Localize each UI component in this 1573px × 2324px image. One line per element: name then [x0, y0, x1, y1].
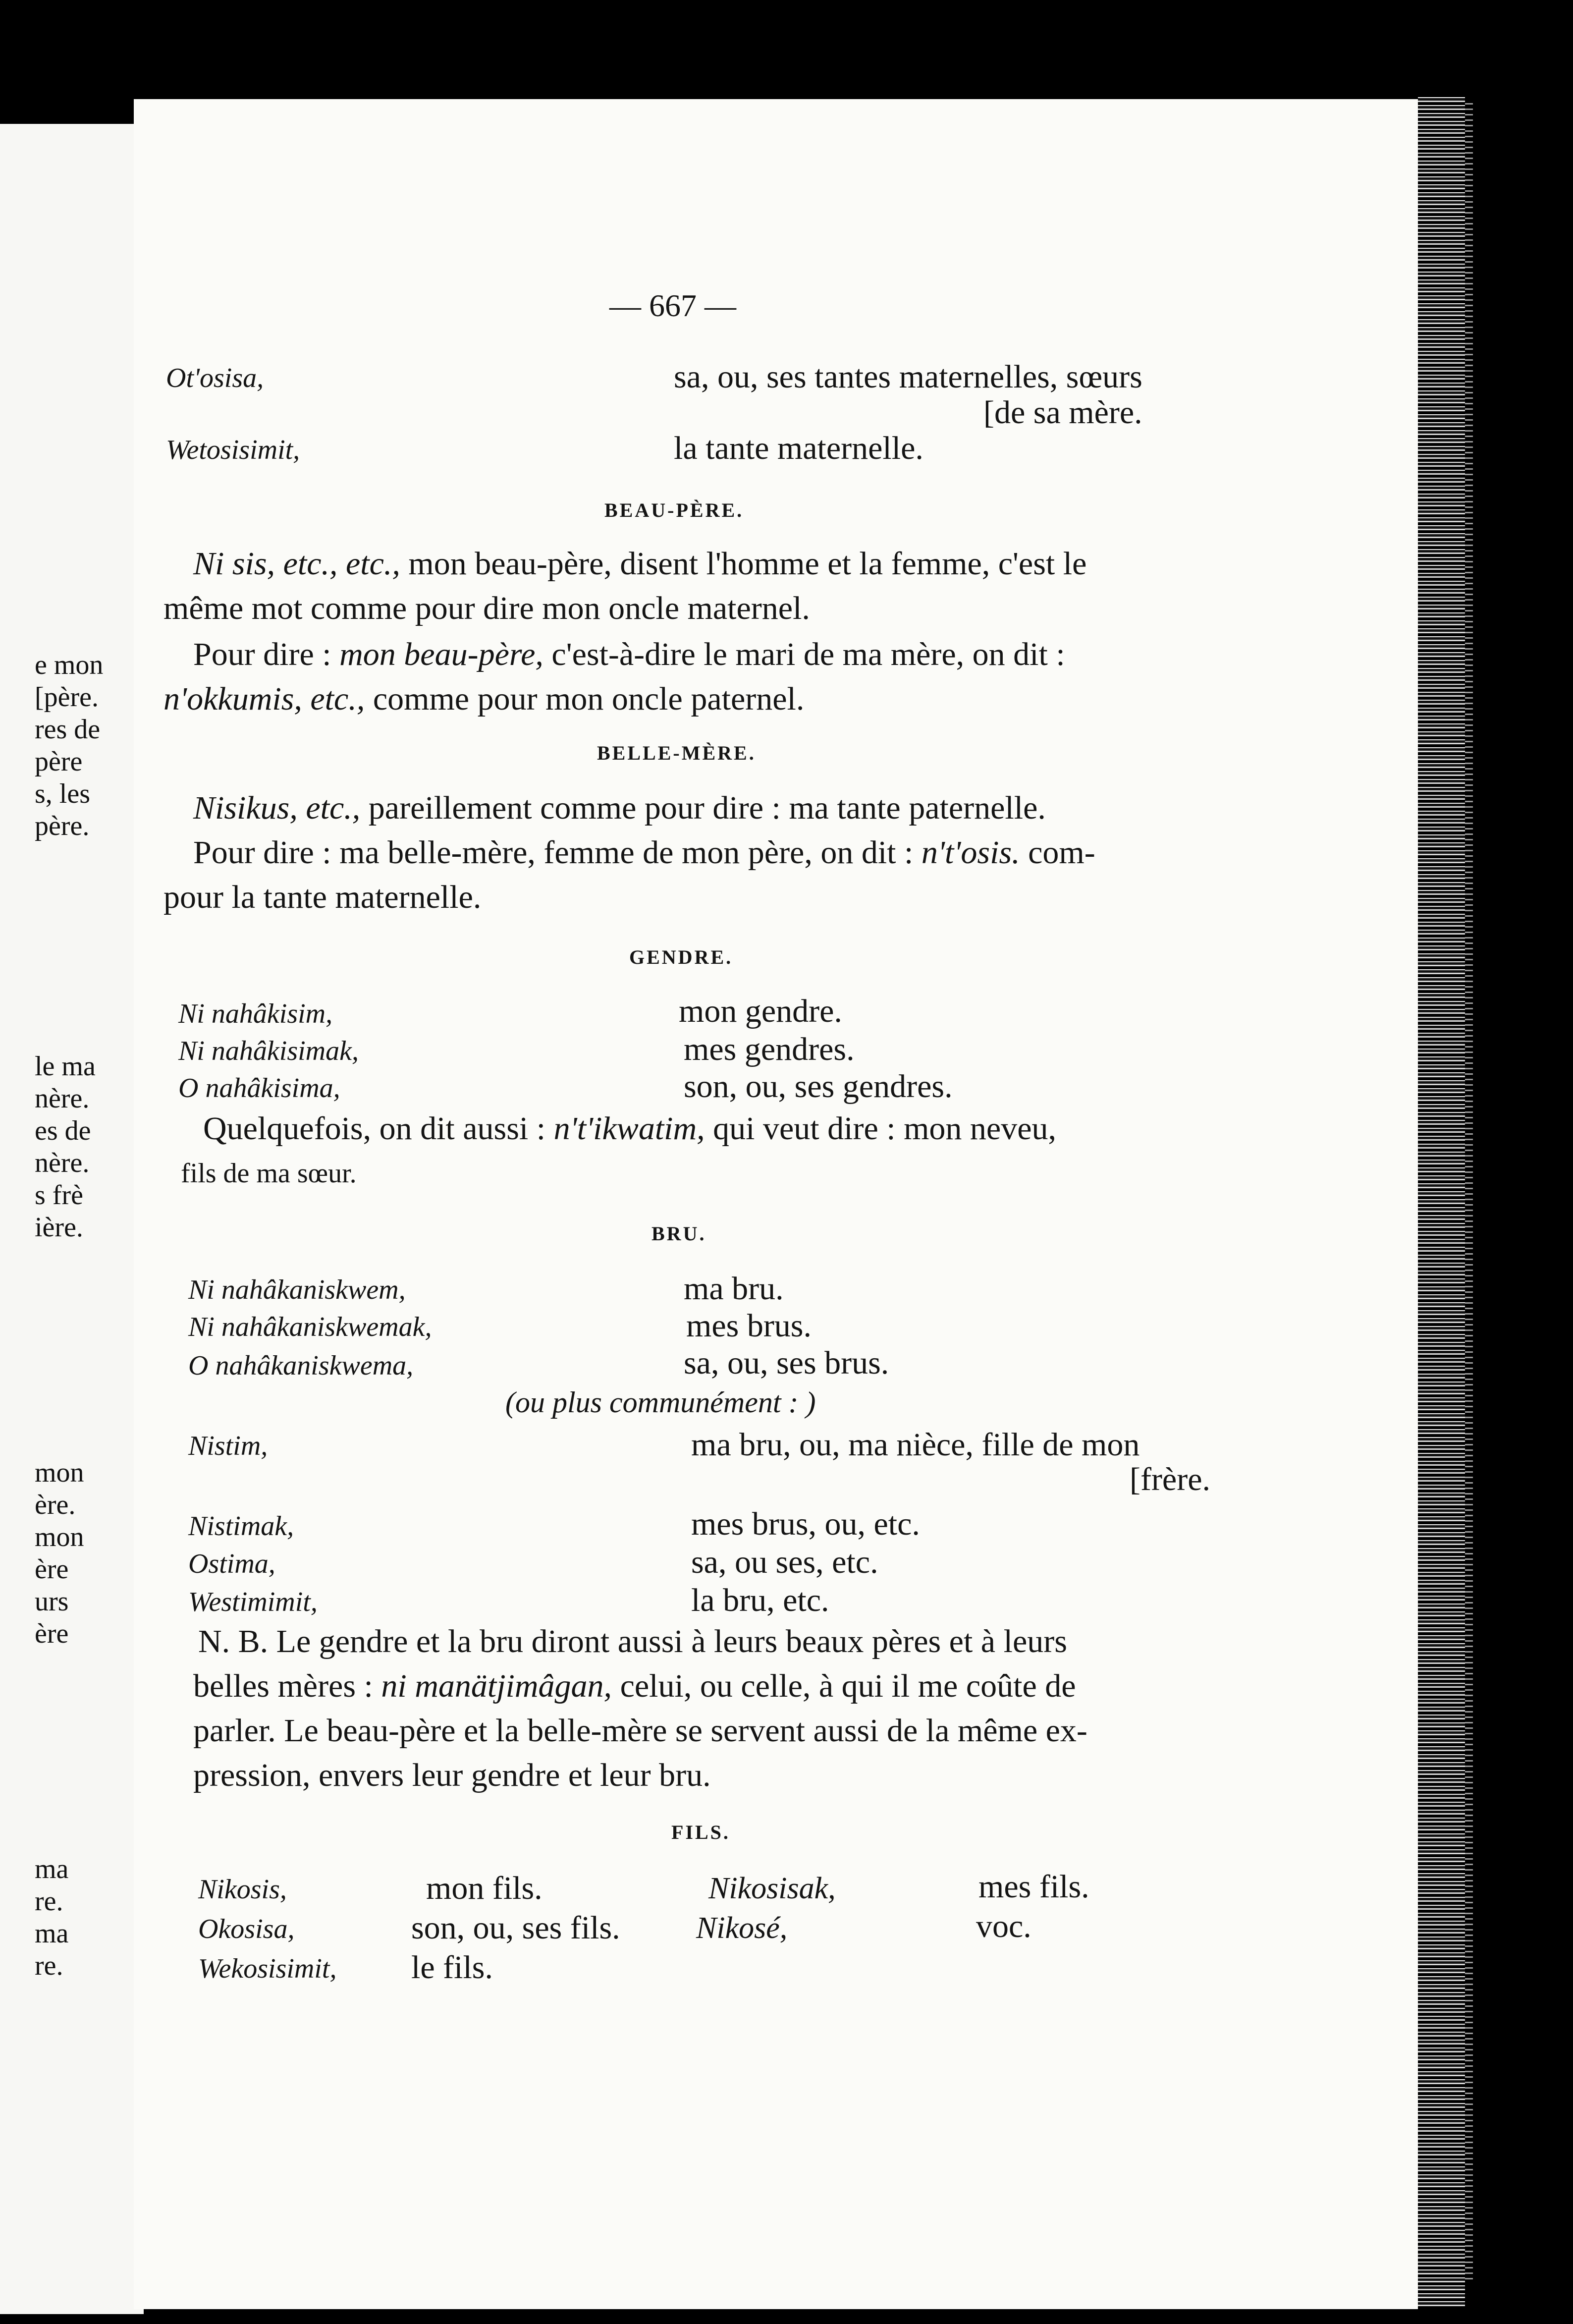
- margin-fragment: le ma: [35, 1051, 96, 1082]
- term-left: Westimimit,: [188, 1587, 318, 1617]
- italic-term: Nisikus, etc.,: [193, 790, 361, 826]
- paragraph-line: parler. Le beau-père et la belle-mère se servent aussi de la même ex-: [193, 1713, 1087, 1749]
- definition: la tante maternelle.: [674, 430, 923, 466]
- definition: la bru, etc.: [691, 1582, 829, 1618]
- text-run: Pour dire : ma belle-mère, femme de mon père, on dit :: [193, 834, 922, 871]
- margin-fragment: re.: [35, 1950, 63, 1981]
- term-left: Wekosisimit,: [198, 1953, 337, 1984]
- margin-fragment: mon: [35, 1522, 84, 1552]
- text-run: Quelquefois, on dit aussi :: [203, 1110, 554, 1147]
- paragraph-line: [193, 1670, 1076, 1703]
- definition: mon fils.: [426, 1870, 542, 1906]
- term-left: Nistim,: [188, 1431, 268, 1461]
- margin-fragment: père: [35, 746, 83, 777]
- paragraph-line: [193, 548, 1086, 580]
- page-edge: [1418, 94, 1465, 2309]
- definition: son, ou, ses gendres.: [684, 1068, 953, 1105]
- term-left: Nikosé,: [696, 1911, 788, 1945]
- definition-continuation: [frère.: [1130, 1461, 1211, 1497]
- italic-term: Ni sis, etc., etc.,: [193, 546, 400, 582]
- previous-page-strip: [0, 124, 144, 2314]
- margin-fragment: s frè: [35, 1180, 83, 1211]
- paragraph-line: [193, 836, 1095, 869]
- margin-fragment: ère: [35, 1554, 69, 1585]
- definition: le fils.: [411, 1949, 493, 1986]
- paragraph-line: [203, 1112, 1056, 1145]
- italic-term: n't'osis.: [921, 834, 1020, 871]
- italic-term: n'okkumis, etc.,: [163, 681, 365, 717]
- definition-continuation: [de sa mère.: [983, 394, 1142, 431]
- paragraph-line: pression, envers leur gendre et leur bru.: [193, 1757, 711, 1793]
- section-heading: FILS.: [671, 1821, 730, 1843]
- term-left: Nikosis,: [198, 1874, 287, 1905]
- margin-fragment: s, les: [35, 778, 90, 809]
- margin-fragment: urs: [35, 1586, 69, 1617]
- term-left: O nahâkisima,: [178, 1073, 340, 1104]
- italic-term: ni manätjimâgan,: [381, 1668, 612, 1704]
- italic-term: mon beau-père,: [339, 636, 543, 672]
- term-left: Ostima,: [188, 1549, 275, 1579]
- definition: mon gendre.: [679, 993, 842, 1029]
- text-run: pareillement comme pour dire : ma tante paternelle.: [360, 790, 1046, 826]
- section-heading: BELLE-MÈRE.: [597, 742, 756, 764]
- margin-fragment: mon: [35, 1457, 84, 1488]
- term-left: Ot'osisa,: [166, 363, 264, 393]
- margin-fragment: e mon: [35, 650, 104, 680]
- paragraph-line: [193, 792, 1046, 825]
- section-heading: BEAU-PÈRE.: [604, 499, 744, 521]
- margin-fragment: ère.: [35, 1490, 76, 1520]
- margin-fragment: nère.: [35, 1083, 90, 1114]
- definition: son, ou, ses fils.: [411, 1910, 620, 1946]
- text-run: qui veut dire : mon neveu,: [705, 1110, 1057, 1147]
- definition: voc.: [976, 1908, 1031, 1944]
- text-run: com-: [1020, 834, 1095, 871]
- page-number: — 667 —: [609, 288, 736, 323]
- page-edge: [1465, 99, 1473, 2279]
- term-left: Okosisa,: [198, 1914, 295, 1944]
- book-page: [134, 99, 1422, 2309]
- margin-fragment: ma: [35, 1918, 69, 1949]
- term-left: Ni nahâkaniskwemak,: [188, 1312, 432, 1342]
- text-run: Pour dire :: [193, 636, 340, 672]
- term-left: Nistimak,: [188, 1511, 294, 1542]
- definition: mes gendres.: [684, 1031, 855, 1067]
- paragraph-line: N. B. Le gendre et la bru diront aussi à leurs beaux pères et à leurs: [198, 1623, 1067, 1660]
- definition: mes brus, ou, etc.: [691, 1506, 920, 1542]
- term-left: Ni nahâkisim,: [178, 998, 333, 1029]
- text-run: celui, ou celle, à qui il me coûte de: [612, 1668, 1076, 1704]
- text-run: belles mères :: [193, 1668, 381, 1704]
- term-left: Ni nahâkisimak,: [178, 1036, 359, 1066]
- paragraph-line: même mot comme pour dire mon oncle maternel.: [163, 590, 810, 626]
- term-left: Nikosisak,: [708, 1872, 836, 1905]
- margin-fragment: nère.: [35, 1148, 90, 1178]
- term-left: O nahâkaniskwema,: [188, 1350, 414, 1381]
- note: (ou plus communément : ): [505, 1386, 816, 1419]
- definition: mes fils.: [978, 1869, 1089, 1905]
- margin-fragment: père.: [35, 811, 90, 841]
- margin-fragment: es de: [35, 1115, 91, 1146]
- paragraph-line: fils de ma sœur.: [181, 1158, 357, 1189]
- term-left: Wetosisimit,: [166, 435, 300, 465]
- definition: sa, ou, ses brus.: [684, 1345, 889, 1381]
- definition: sa, ou, ses tantes maternelles, sœurs: [674, 359, 1142, 395]
- definition: mes brus.: [686, 1308, 812, 1344]
- definition: ma bru, ou, ma nièce, fille de mon: [691, 1427, 1140, 1463]
- paragraph-line: [163, 683, 804, 716]
- section-heading: GENDRE.: [629, 946, 733, 968]
- italic-term: n't'ikwatim,: [553, 1110, 705, 1147]
- margin-fragment: [père.: [35, 682, 99, 713]
- margin-fragment: re.: [35, 1886, 63, 1917]
- text-run: mon beau-père, disent l'homme et la femme, c'est le: [400, 546, 1087, 582]
- margin-fragment: ma: [35, 1854, 69, 1884]
- term-left: Ni nahâkaniskwem,: [188, 1274, 406, 1305]
- paragraph-line: [193, 638, 1065, 671]
- paragraph-line: pour la tante maternelle.: [163, 879, 482, 915]
- definition: ma bru.: [684, 1271, 784, 1307]
- text-run: c'est-à-dire le mari de ma mère, on dit :: [543, 636, 1065, 672]
- margin-fragment: ière.: [35, 1212, 83, 1243]
- margin-fragment: ère: [35, 1618, 69, 1649]
- definition: sa, ou ses, etc.: [691, 1544, 878, 1580]
- margin-fragment: res de: [35, 714, 101, 745]
- text-run: comme pour mon oncle paternel.: [365, 681, 805, 717]
- section-heading: BRU.: [651, 1222, 706, 1245]
